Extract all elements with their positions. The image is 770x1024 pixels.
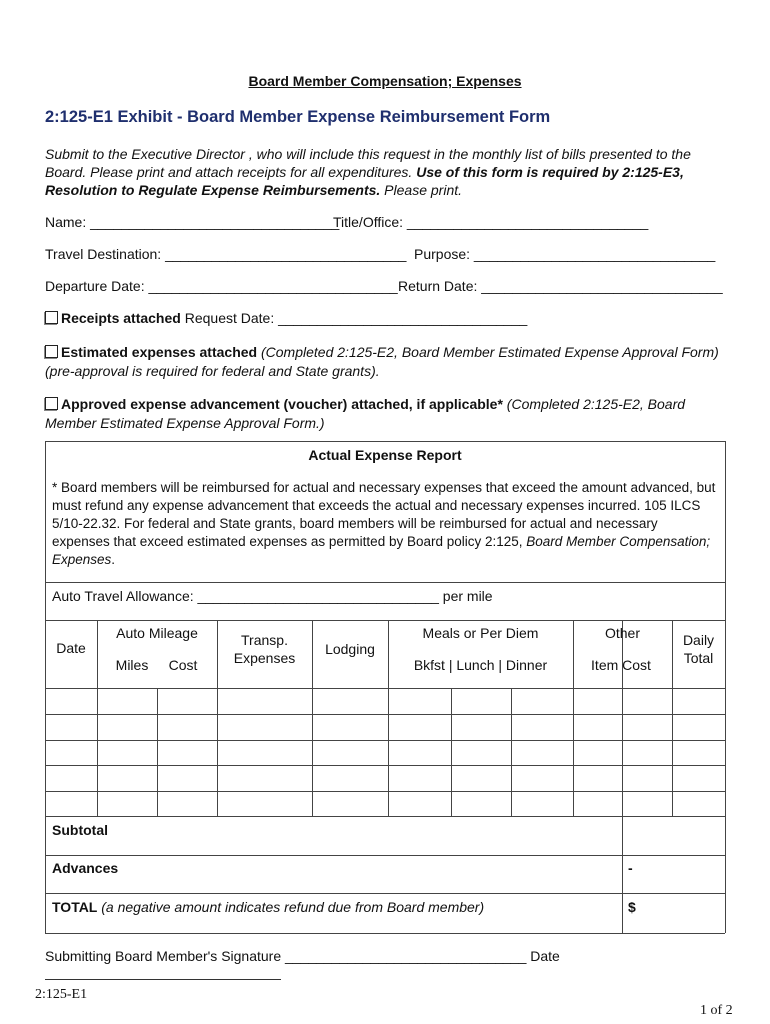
col-cost: Cost xyxy=(168,657,198,673)
col-meals-sub: Bkfst | Lunch | Dinner xyxy=(413,657,548,673)
col-other-sub: Item Cost xyxy=(591,657,651,673)
intro-text: Submit to the Executive Director , who will include this request in the monthly list of bills presented to the Board. Please print and attach receipts for all expenditures. xyxy=(45,146,691,180)
col-total: Total xyxy=(683,650,714,666)
name-field[interactable]: Name: ________________________________ xyxy=(45,214,340,230)
purpose-field[interactable]: Purpose: _______________________________ xyxy=(414,246,716,262)
approved-note: (Completed 2:125-E2, Board Member Estimated Expense Approval Form.) xyxy=(45,396,686,431)
col-meals: Meals or Per Diem xyxy=(422,625,539,641)
page-number: 1 of 2 xyxy=(700,1003,733,1018)
report-note-text: * Board members will be reimbursed for actual and necessary expenses that exceed the amount advanced, but must refund any expense advancement that exceeds the actual and necessary expenses incurred. 105 ILCS 5/10-22.32. For federal and State grants, board members will be reimbursed for actual and necessary expenses that exceed estimated expenses as permitted by Board policy 2:125, xyxy=(52,480,716,549)
receipts-checkbox[interactable] xyxy=(45,311,58,324)
intro-bold-text: Use of this form is required by 2:125-E3, Resolution to Regulate Expense Reimbursements. xyxy=(45,164,684,198)
col-daily: Daily xyxy=(682,632,715,648)
col-miles: Miles xyxy=(115,657,149,673)
auto-travel-allowance-field[interactable]: Auto Travel Allowance: _______________________________ per mile xyxy=(52,588,493,604)
page-header: Board Member Compensation; Expenses xyxy=(248,73,522,89)
receipts-label: Receipts attached xyxy=(61,310,181,326)
advances-value: - xyxy=(628,860,633,876)
report-note-italic: Board Member Compensation; Expenses xyxy=(52,534,711,567)
approved-row xyxy=(45,395,735,433)
footer-code: 2:125-E1 xyxy=(35,987,88,1002)
total-note: (a negative amount indicates refund due from Board member) xyxy=(97,899,485,915)
departure-date-field[interactable]: Departure Date: ________________________________ xyxy=(45,278,398,294)
estimated-checkbox[interactable] xyxy=(45,345,58,358)
col-other: Other xyxy=(604,625,640,641)
col-auto-mileage: Auto Mileage xyxy=(116,625,198,641)
report-title: Actual Expense Report xyxy=(308,447,462,463)
travel-destination-field[interactable]: Travel Destination: _______________________________ xyxy=(45,246,407,262)
col-expenses: Expenses xyxy=(233,650,296,666)
advances-label: Advances xyxy=(52,860,119,876)
intro-tail: Please print. xyxy=(380,182,463,198)
total-row-label xyxy=(52,899,484,915)
subtotal-label: Subtotal xyxy=(52,822,108,838)
expense-report-table xyxy=(45,441,725,933)
estimated-label: Estimated expenses attached xyxy=(61,344,258,360)
receipts-row xyxy=(45,310,527,326)
report-note-end: . xyxy=(111,552,116,567)
intro-paragraph xyxy=(45,145,735,199)
signature-field[interactable]: Submitting Board Member's Signature _______________________________ Date xyxy=(45,948,560,964)
col-transp: Transp. xyxy=(241,632,288,648)
approved-label: Approved expense advancement (voucher) attached, if applicable* xyxy=(61,396,503,412)
request-date-field[interactable]: Request Date: ________________________________ xyxy=(184,310,528,326)
col-date: Date xyxy=(56,640,86,656)
footer-divider xyxy=(45,979,281,980)
return-date-field[interactable]: Return Date: _______________________________ xyxy=(398,278,723,294)
report-note xyxy=(52,479,718,569)
title-office-field[interactable]: Title/Office: _______________________________ xyxy=(333,214,649,230)
name-line[interactable] xyxy=(45,214,339,230)
approved-checkbox[interactable] xyxy=(45,397,58,410)
exhibit-title: 2:125-E1 Exhibit - Board Member Expense Reimbursement Form xyxy=(45,108,551,126)
estimated-note: (Completed 2:125-E2, Board Member Estimated Expense Approval Form)(pre-approval is required for federal and State grants). xyxy=(45,344,719,379)
total-label: TOTAL xyxy=(52,899,98,915)
total-value: $ xyxy=(628,899,636,915)
estimated-row xyxy=(45,343,735,381)
col-lodging: Lodging xyxy=(325,641,375,657)
